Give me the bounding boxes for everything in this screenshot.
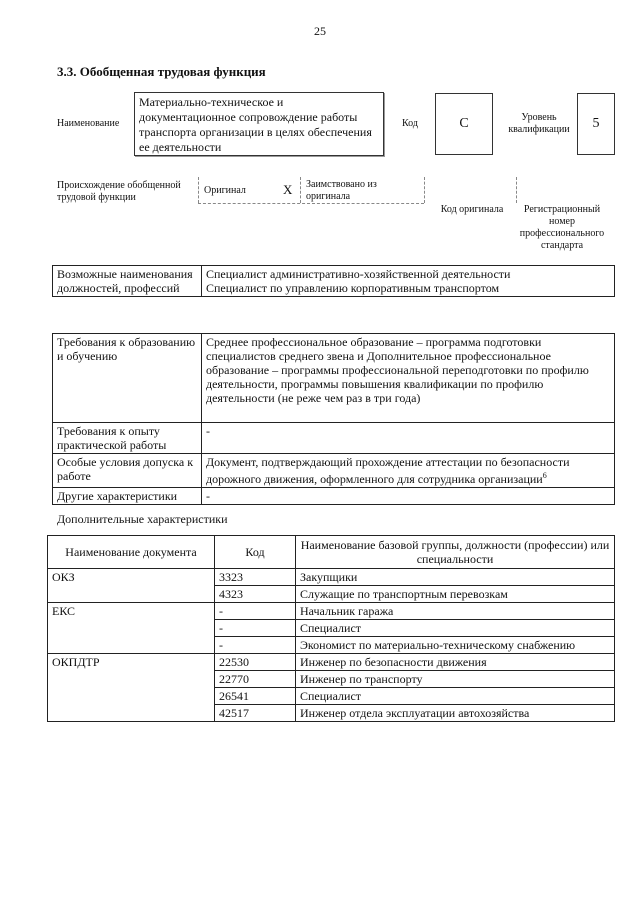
- positions-label: Возможные наименования должностей, профессий: [53, 266, 202, 297]
- row-name: Специалист: [296, 620, 615, 637]
- additional-title: Дополнительные характеристики: [57, 512, 228, 526]
- name-label: Наименование: [57, 118, 120, 129]
- page-number: 25: [314, 24, 326, 38]
- original-mark: X: [283, 182, 293, 197]
- positions-table: [52, 265, 615, 297]
- req-value: -: [202, 423, 615, 454]
- position-item: Специалист административно-хозяйственной деятельности: [206, 267, 511, 281]
- req-label: Особые условия допуска к работе: [53, 454, 202, 488]
- req-label: Требования к опыту практической работы: [53, 423, 202, 454]
- level-label: Уровень квалификации: [508, 112, 570, 135]
- code-label: Код: [402, 118, 418, 129]
- row-code: 22770: [215, 671, 296, 688]
- row-code: 22530: [215, 654, 296, 671]
- section-title: 3.3. Обобщенная трудовая функция: [57, 64, 266, 79]
- position-item: Специалист по управлению корпоративным транспортом: [206, 281, 500, 295]
- function-name: Материально-техническое и документационное сопровождение работы транспорта организации в целях обеспечения ее деятельности: [134, 92, 384, 156]
- col-header-name: Наименование базовой группы, должности (профессии) или специальности: [296, 536, 615, 569]
- requirements-table: [52, 333, 615, 505]
- req-value: Среднее профессиональное образование – программа подготовки специалистов среднего звена и Дополнительное профессиональное образование – программы профессиональной переподготовки по профилю деятельности, программы повышения квалификации по профилю деятельности (не реже чем раз в три года): [202, 334, 615, 423]
- row-code: 42517: [215, 705, 296, 722]
- col-header-doc: Наименование документа: [48, 536, 215, 569]
- row-name: Закупщики: [296, 569, 615, 586]
- reg-number-label: Регистрационный номер профессионального стандарта: [519, 204, 605, 251]
- row-name: Инженер по безопасности движения: [296, 654, 615, 671]
- row-code: 3323: [215, 569, 296, 586]
- req-value: -: [202, 488, 615, 505]
- doc-name: ЕКС: [48, 603, 215, 654]
- row-code: -: [215, 637, 296, 654]
- row-code: -: [215, 620, 296, 637]
- req-value-text: Документ, подтверждающий прохождение аттестации по безопасности дорожного движения, оформленного для сотрудника организации: [206, 455, 570, 486]
- req-label: Другие характеристики: [53, 488, 202, 505]
- col-header-code: Код: [215, 536, 296, 569]
- row-name: Инженер отдела эксплуатации автохозяйства: [296, 705, 615, 722]
- code-original-label: Код оригинала: [440, 204, 504, 215]
- positions-values: [202, 266, 615, 297]
- qualification-level: 5: [577, 93, 615, 155]
- req-label: Требования к образованию и обучению: [53, 334, 202, 423]
- function-code: С: [435, 93, 493, 155]
- footnote-mark: 6: [542, 471, 547, 480]
- row-code: 26541: [215, 688, 296, 705]
- row-code: -: [215, 603, 296, 620]
- origin-label: Происхождение обобщенной трудовой функции: [57, 180, 181, 203]
- borrowed-label: Заимствовано из оригинала: [306, 179, 377, 202]
- additional-table: [47, 535, 615, 722]
- row-name: Инженер по транспорту: [296, 671, 615, 688]
- doc-name: ОКПДТР: [48, 654, 215, 722]
- req-value: [202, 454, 615, 488]
- row-name: Начальник гаража: [296, 603, 615, 620]
- row-name: Специалист: [296, 688, 615, 705]
- row-name: Экономист по материально-техническому снабжению: [296, 637, 615, 654]
- row-name: Служащие по транспортным перевозкам: [296, 586, 615, 603]
- doc-name: ОКЗ: [48, 569, 215, 603]
- original-label: Оригинал: [204, 185, 246, 196]
- row-code: 4323: [215, 586, 296, 603]
